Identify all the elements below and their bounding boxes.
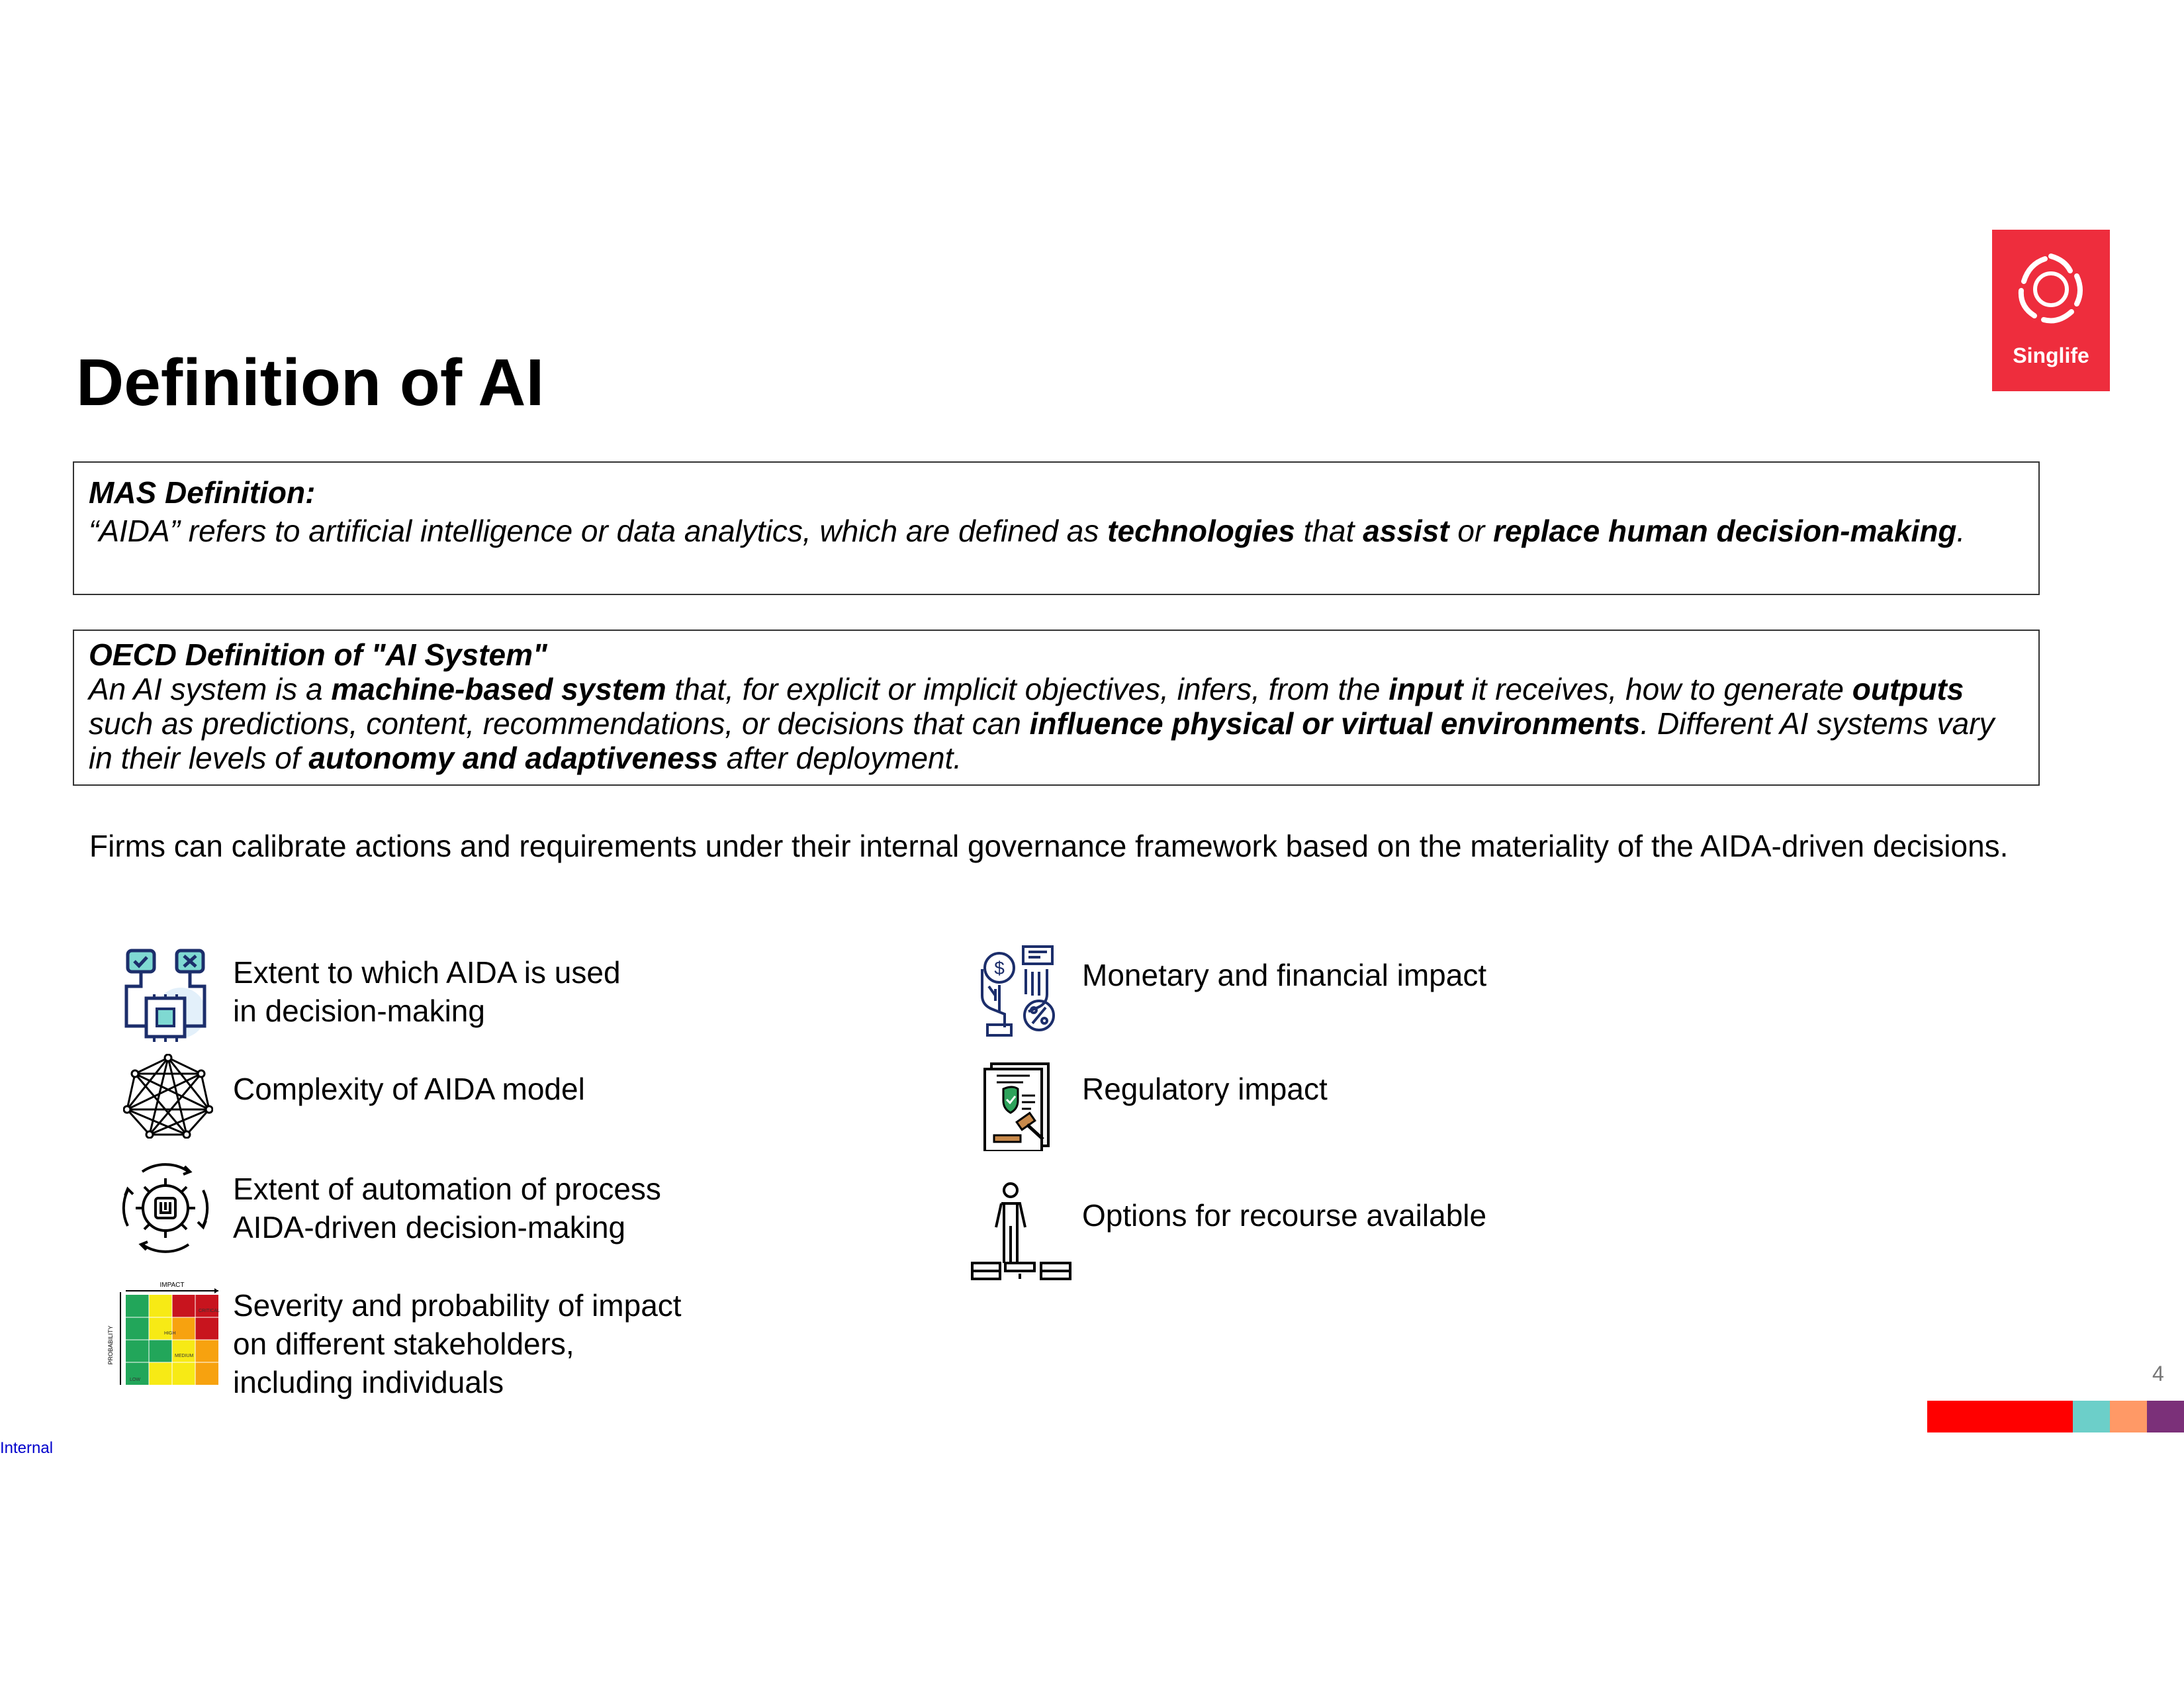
criterion-monetary: Monetary and financial impact (1082, 958, 1487, 992)
criterion-text: including individuals (233, 1365, 504, 1399)
oecd-bold-machine: machine-based system (331, 672, 666, 706)
footer-bar-red (1927, 1401, 2073, 1432)
svg-text:$: $ (994, 958, 1005, 978)
mas-bold-assist: assist (1363, 514, 1449, 548)
criterion-text: Extent of automation of process (233, 1172, 661, 1206)
page-title: Definition of AI (76, 346, 545, 420)
monetary-hands-icon (973, 943, 1059, 1037)
ai-chip-decision-icon (116, 947, 215, 1043)
oecd-bold-input: input (1388, 672, 1463, 706)
criterion-text: AIDA-driven decision-making (233, 1210, 626, 1244)
mas-heading: MAS Definition: (89, 475, 316, 510)
criterion-text: Extent to which AIDA is used (233, 955, 621, 990)
mas-definition-box (73, 461, 2040, 595)
mas-text-part: “AIDA” refers to artificial intelligence or data analytics, which are defined as (89, 514, 1108, 548)
risk-probability-label: PROBABILITY (107, 1325, 114, 1365)
regulatory-document-icon (981, 1061, 1055, 1151)
risk-matrix-icon (106, 1279, 221, 1391)
oecd-text-part: that, for explicit or implicit objectives, infers, from the (666, 672, 1389, 706)
mas-bold-replace: replace human decision-making (1493, 514, 1957, 548)
risk-cell-label: LOW (130, 1378, 140, 1382)
footer-bar-orange (2110, 1401, 2147, 1432)
oecd-text-part: . Different AI systems vary in their levels of (89, 706, 1995, 775)
criterion-severity (233, 1286, 682, 1401)
criterion-text: on different stakeholders, (233, 1327, 574, 1361)
oecd-text-part: such as predictions, content, recommendations, or decisions that can (89, 706, 1030, 741)
criterion-text: Severity and probability of impact (233, 1288, 682, 1323)
singlife-logo (1992, 230, 2110, 391)
footer-bar-purple (2147, 1401, 2184, 1432)
risk-cell-label: CRITICAL (199, 1309, 220, 1313)
criterion-ai-usage (233, 953, 621, 1030)
oecd-text (89, 672, 2024, 775)
risk-impact-label: IMPACT (159, 1282, 185, 1289)
criterion-regulatory: Regulatory impact (1082, 1072, 1328, 1106)
slide-number: 4 (2152, 1362, 2164, 1385)
oecd-bold-autonomy: autonomy and adaptiveness (308, 741, 718, 775)
criterion-recourse: Options for recourse available (1082, 1198, 1487, 1233)
mas-text-part: or (1449, 514, 1494, 548)
mas-text-part: . (1956, 514, 1966, 548)
criterion-complexity: Complexity of AIDA model (233, 1072, 585, 1106)
classification-label: Internal (0, 1439, 54, 1457)
oecd-heading: OECD Definition of "AI System" (89, 637, 547, 672)
oecd-text-part: An AI system is a (89, 672, 332, 706)
risk-cell-label: MEDIUM (175, 1354, 194, 1358)
intro-paragraph: Firms can calibrate actions and requirements under their internal governance framework based on the materiality of the AIDA-driven decisions. (89, 829, 2009, 863)
mas-text (89, 512, 2024, 550)
oecd-bold-influence: influence physical or virtual environments (1029, 706, 1641, 741)
recourse-person-icon (970, 1180, 1073, 1282)
criterion-automation (233, 1170, 661, 1246)
oecd-definition-box (73, 630, 2040, 786)
network-complexity-icon (123, 1054, 213, 1139)
criterion-text: in decision-making (233, 994, 485, 1028)
risk-cell-label: HIGH (164, 1331, 176, 1336)
swirl-logo-icon (1992, 230, 2110, 342)
oecd-text-part: it receives, how to generate (1463, 672, 1852, 706)
oecd-text-part: after deployment. (718, 741, 962, 775)
logo-text: Singlife (2013, 344, 2089, 367)
automation-gear-icon (116, 1158, 215, 1258)
mas-text-part: that (1295, 514, 1363, 548)
mas-bold-technologies: technologies (1107, 514, 1295, 548)
oecd-bold-outputs: outputs (1852, 672, 1964, 706)
footer-bar-teal (2073, 1401, 2110, 1432)
